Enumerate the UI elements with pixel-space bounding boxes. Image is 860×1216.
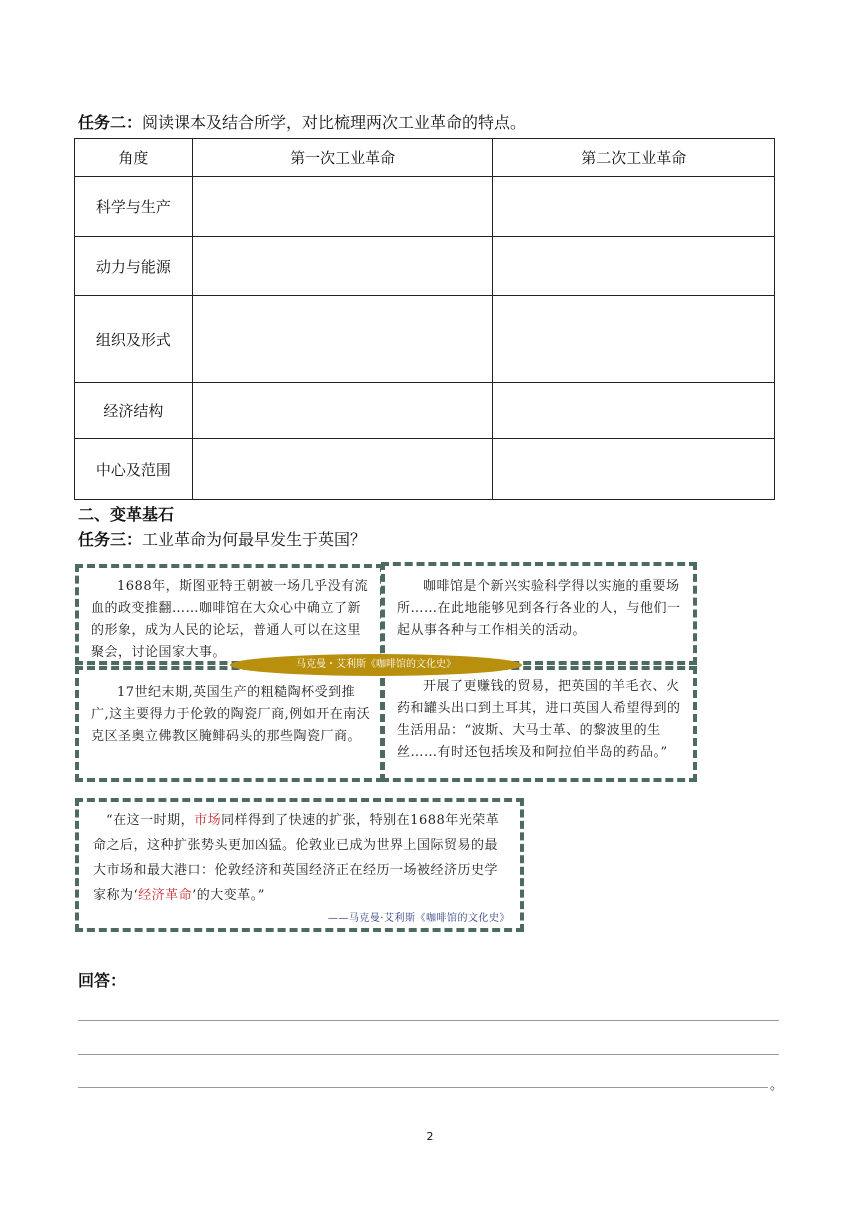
answer-cell[interactable] xyxy=(493,237,775,296)
quote-source: ——马克曼·艾利斯《咖啡馆的文化史》 xyxy=(327,913,510,924)
row-label: 动力与能源 xyxy=(75,237,193,296)
answer-cell[interactable] xyxy=(192,296,493,383)
answer-line[interactable] xyxy=(78,1020,779,1021)
table-row xyxy=(75,296,775,383)
highlight-economic-revolution: 经济革命 xyxy=(138,888,193,903)
task3-label: 任务三： xyxy=(78,530,143,549)
table-row xyxy=(75,383,775,439)
quote-part: “在这一时期， xyxy=(106,813,195,828)
row-label: 经济结构 xyxy=(75,383,193,439)
row-label: 中心及范围 xyxy=(75,439,193,500)
comparison-table xyxy=(74,138,775,500)
row-label: 组织及形式 xyxy=(75,296,193,383)
material-box-2 xyxy=(381,562,697,665)
section-title: 二、变革基石 xyxy=(78,505,175,524)
task3-text: 工业革命为何最早发生于英国？ xyxy=(142,530,367,549)
task3-heading xyxy=(78,529,366,551)
task2-label: 任务二： xyxy=(78,113,143,132)
material-box-3 xyxy=(75,666,384,782)
answer-cell[interactable] xyxy=(493,177,775,237)
answer-cell[interactable] xyxy=(192,237,493,296)
table-header-cell: 第二次工业革命 xyxy=(493,139,775,177)
task2-heading xyxy=(78,112,526,134)
source-banner: 马克曼・艾利斯《咖啡馆的文化史》 xyxy=(230,654,522,676)
table-header-cell: 角度 xyxy=(75,139,193,177)
material-box-1 xyxy=(75,564,384,665)
task2-text: 阅读课本及结合所学，对比梳理两次工业革命的特点。 xyxy=(142,113,527,132)
material-text: 开展了更赚钱的贸易，把英国的羊毛衣、火药和罐头出口到土耳其，进口英国人希望得到的生活用品：“波斯、大马士革、的黎波里的生丝……有时还包括埃及和阿拉伯半岛的药品。” xyxy=(397,679,681,760)
answer-cell[interactable] xyxy=(192,439,493,500)
table-row xyxy=(75,439,775,500)
answer-cell[interactable] xyxy=(192,383,493,439)
material-box-4 xyxy=(381,666,697,782)
material-text: 咖啡馆是个新兴实验科学得以实施的重要场所……在此地能够见到各行各业的人，与他们一起从事各种与工作相关的活动。 xyxy=(397,579,681,638)
material-text: 17世纪末期,英国生产的粗糙陶杯受到推广,这主要得力于伦敦的陶瓷厂商,例如开在南沃克区圣奥立佛教区腌鲱码头的那些陶瓷厂商。 xyxy=(91,685,371,744)
table-row xyxy=(75,237,775,296)
quote-part: 同样得到了快速的扩张，特别在1688年光荣革命之后，这种扩张势头更加凶猛。伦敦业已成为世界上国际贸易的最大市场和最大港口：伦敦经济和英国经济正在经历一场被经济历史学家称为‘ xyxy=(93,813,500,903)
answer-end-mark: 。 xyxy=(770,1078,784,1093)
highlight-market: 市场 xyxy=(194,813,222,828)
answer-cell[interactable] xyxy=(192,177,493,237)
answer-cell[interactable] xyxy=(493,296,775,383)
table-header-row xyxy=(75,139,775,177)
table-header-cell: 第一次工业革命 xyxy=(192,139,493,177)
answer-label: 回答： xyxy=(78,971,127,990)
material-text xyxy=(93,808,508,908)
material-text: 1688年，斯图亚特王朝被一场几乎没有流血的政变推翻……咖啡馆在大众心中确立了新的形象，成为人民的论坛，普通人可以在这里聚会，讨论国家大事。 xyxy=(91,579,369,660)
row-label: 科学与生产 xyxy=(75,177,193,237)
answer-line[interactable] xyxy=(78,1087,768,1088)
answer-line[interactable] xyxy=(78,1054,779,1055)
answer-cell[interactable] xyxy=(493,383,775,439)
quote-part: ’的大变革。” xyxy=(192,888,265,903)
material-box-5 xyxy=(75,798,524,932)
page-number: 2 xyxy=(426,1130,434,1143)
answer-cell[interactable] xyxy=(493,439,775,500)
table-row xyxy=(75,177,775,237)
